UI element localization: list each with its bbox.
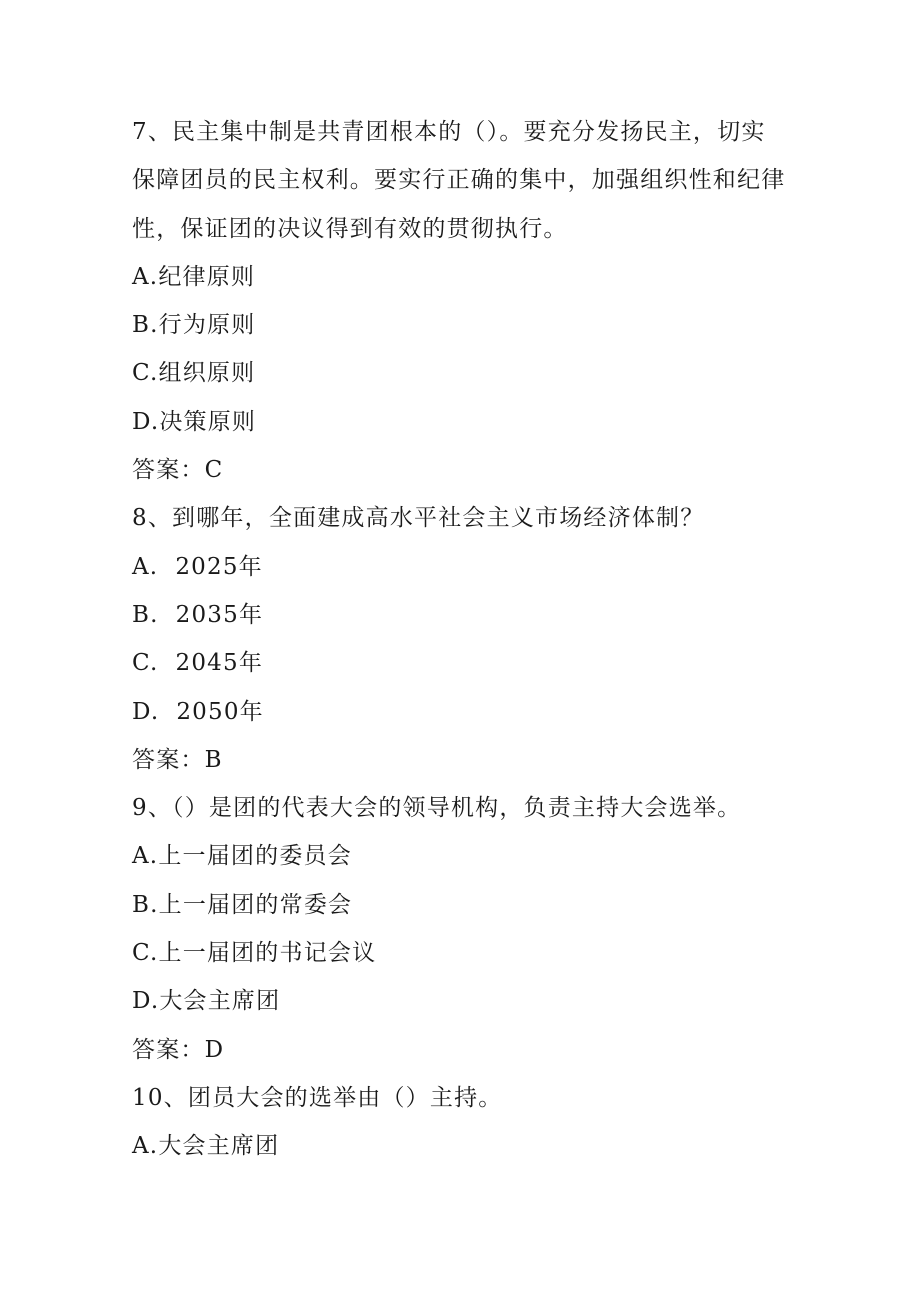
option-c: C. 2045年 (132, 650, 264, 677)
question-text: 7、民主集中制是共青团根本的（）。要充分发扬民主，切实保障团员的民主权利。要实行正确的集中，加强组织性和纪律性，保证团的决议得到有效的贯彻执行。 (132, 119, 786, 242)
document-page (132, 108, 788, 1171)
option-b: B.行为原则 (132, 312, 256, 339)
option-a: A.上一届团的委员会 (132, 843, 352, 870)
option-d: D.决策原则 (132, 408, 257, 435)
option-d: D.大会主席团 (132, 988, 281, 1015)
option-d: D. 2050年 (132, 698, 264, 725)
option-a: A.大会主席团 (132, 1133, 280, 1160)
option-b: B.上一届团的常委会 (132, 891, 353, 918)
question-9 (132, 784, 788, 1074)
option-c: C.上一届团的书记会议 (132, 940, 377, 967)
option-a: A. 2025年 (132, 553, 263, 580)
question-8 (132, 494, 788, 784)
question-text: 9、（）是团的代表大会的领导机构，负责主持大会选举。 (132, 795, 742, 822)
answer: 答案：D (132, 1036, 225, 1063)
question-10 (132, 1074, 788, 1171)
question-text: 10、团员大会的选举由（）主持。 (132, 1084, 503, 1111)
option-a: A.纪律原则 (132, 263, 256, 290)
answer: 答案：B (132, 746, 223, 773)
question-text: 8、到哪年，全面建成高水平社会主义市场经济体制？ (132, 505, 705, 532)
option-b: B. 2035年 (132, 601, 264, 628)
question-7 (132, 108, 788, 494)
option-c: C.组织原则 (132, 360, 256, 387)
answer: 答案：C (132, 457, 224, 484)
